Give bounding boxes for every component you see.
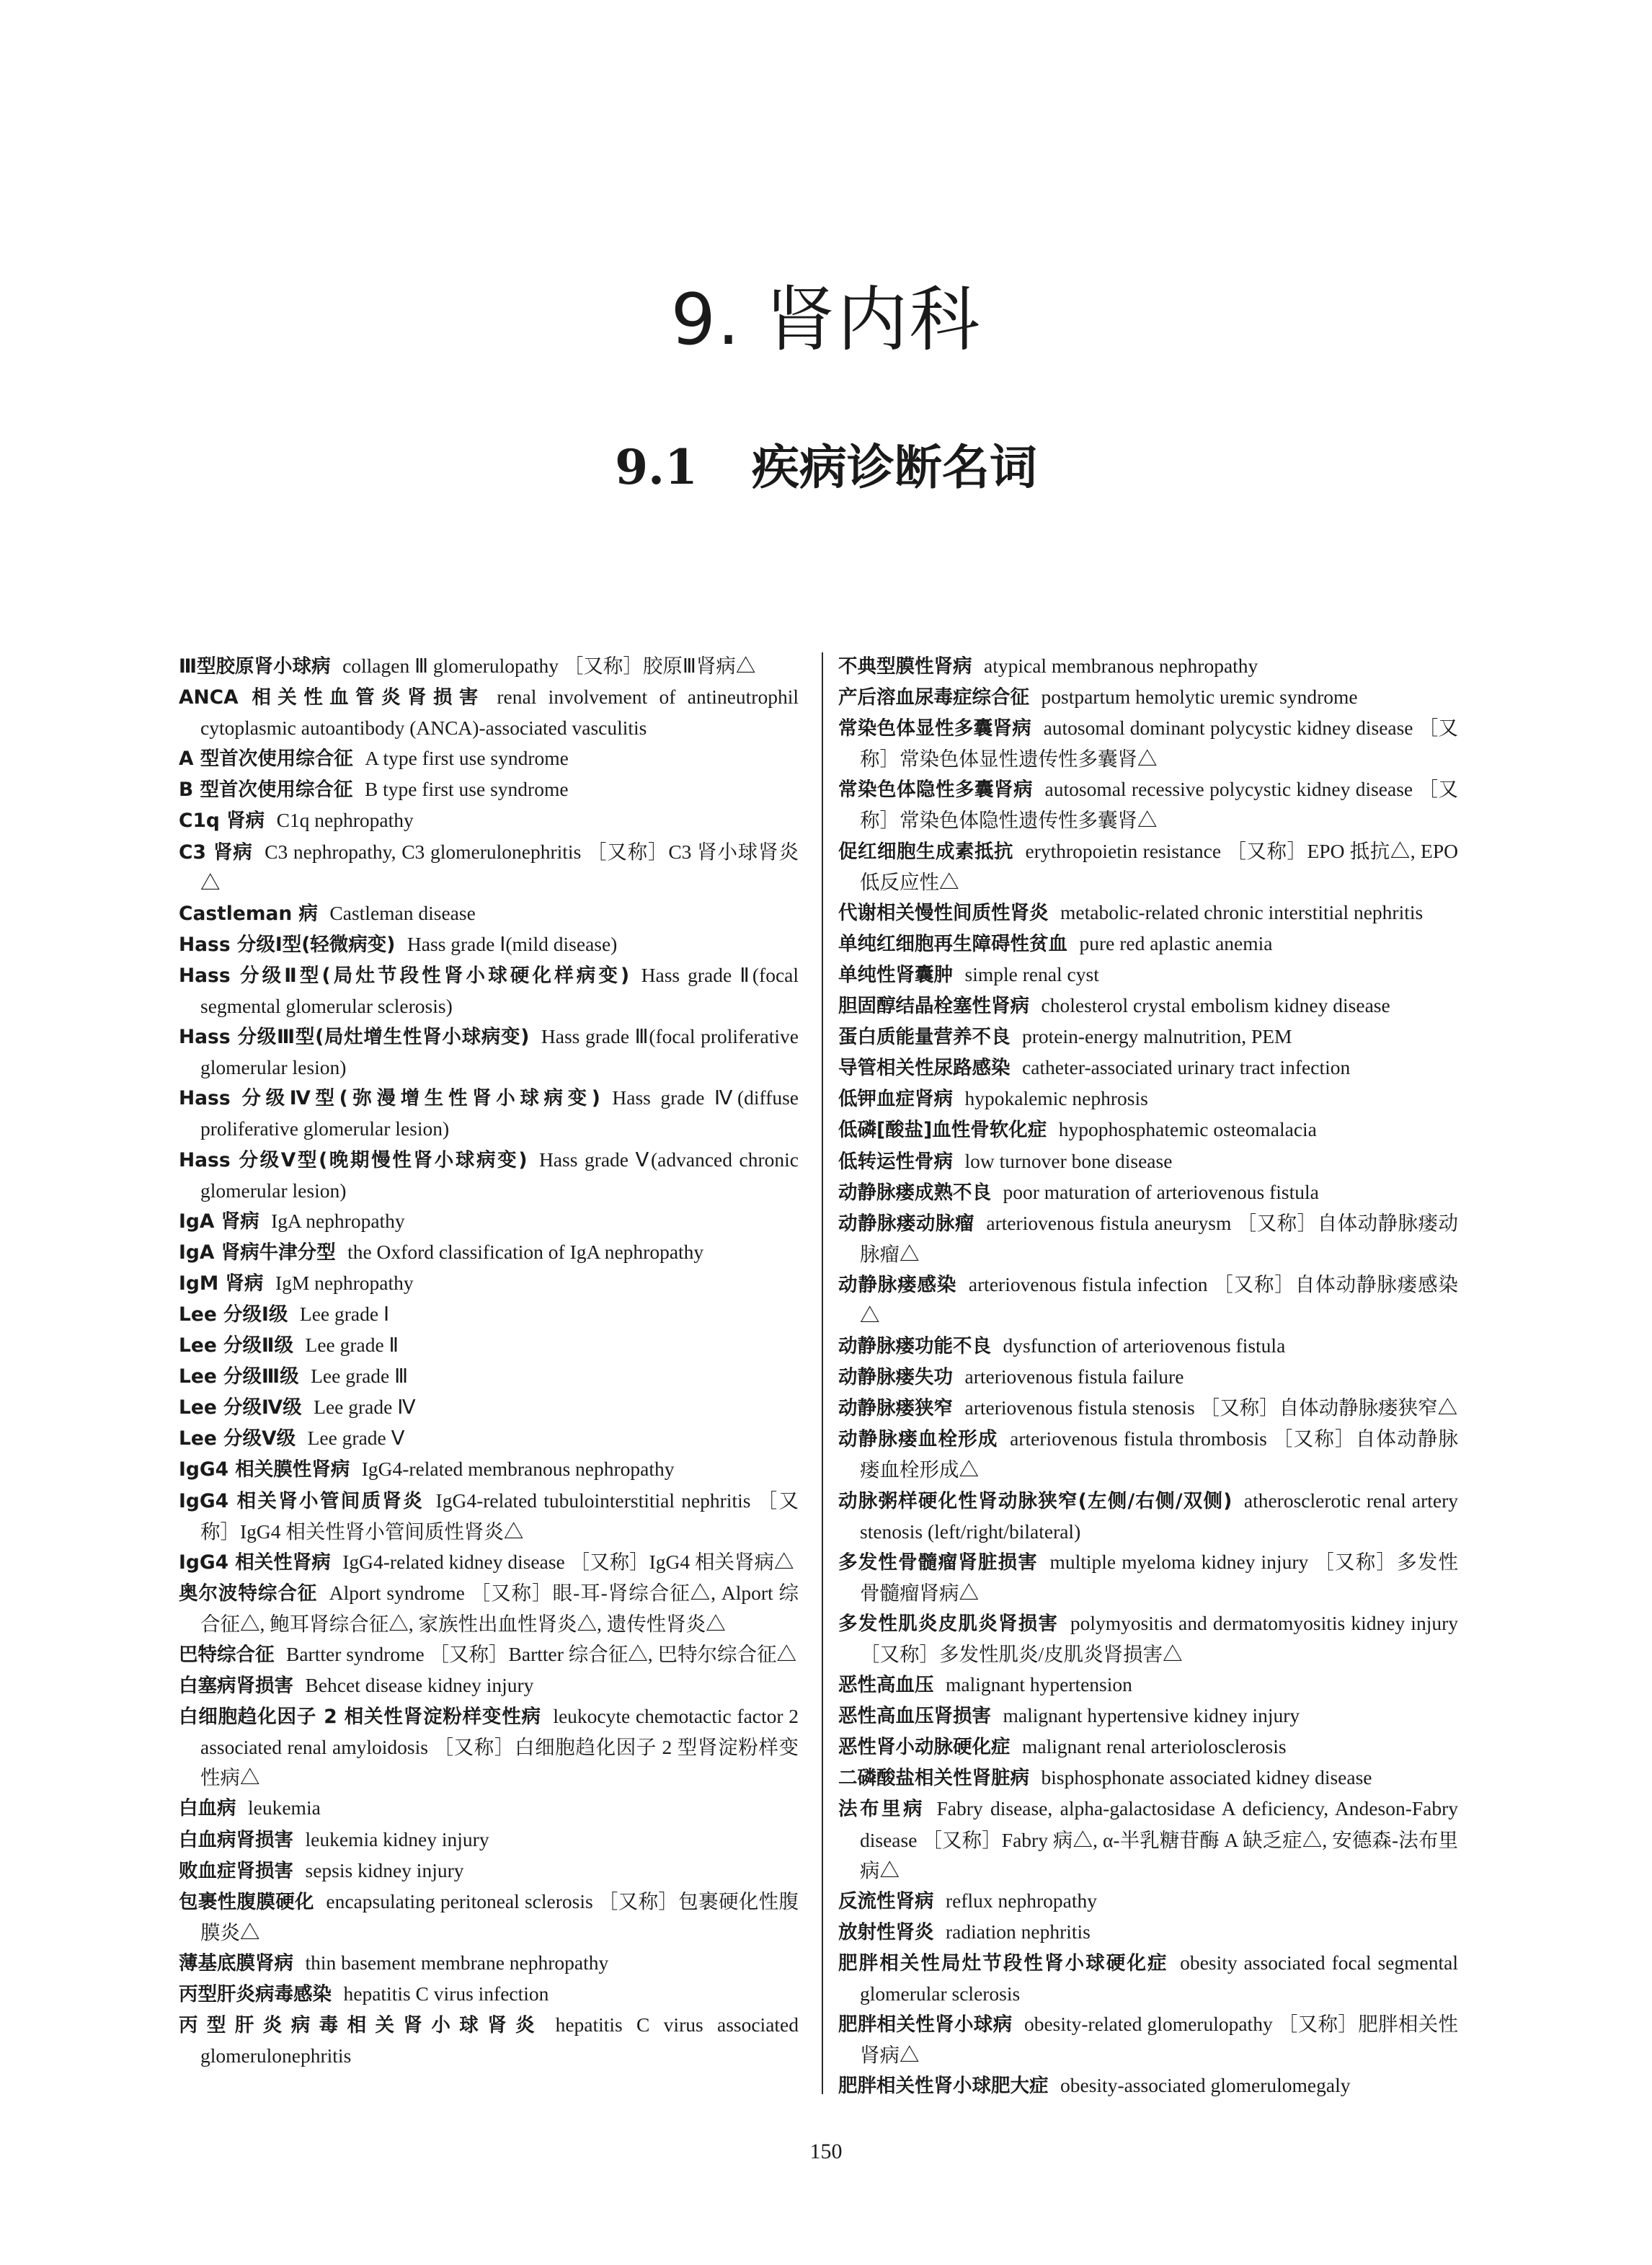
glossary-entry (838, 1763, 1458, 1794)
glossary-entry (179, 774, 799, 805)
term-chinese: IgM 肾病 (179, 1272, 264, 1295)
glossary-entry (838, 1917, 1458, 1948)
term-chinese: 败血症肾损害 (179, 1859, 293, 1882)
term-english: hepatitis C virus associated glomerulonephritis (200, 2013, 799, 2067)
glossary-entry (179, 1454, 799, 1485)
glossary-entry (838, 1208, 1458, 1269)
glossary-entry (838, 959, 1458, 990)
term-english: radiation nephritis (946, 1920, 1091, 1943)
term-chinese: 导管相关性尿路感染 (838, 1057, 1011, 1080)
glossary-entry (838, 1547, 1458, 1608)
term-english: A type first use syndrome (365, 747, 569, 770)
term-chinese: Hass 分级Ⅰ型(轻微病变) (179, 933, 396, 956)
glossary-entry (838, 1948, 1458, 2009)
glossary-entry (838, 1146, 1458, 1177)
section-title: 疾病诊断名词 (751, 439, 1037, 495)
term-english: renal involvement of antineutrophil cytoplasmic autoantibody (ANCA)-associated vasculitis (200, 686, 799, 740)
glossary-entry (179, 1486, 799, 1547)
term-chinese: B 型首次使用综合征 (179, 779, 353, 802)
term-english: IgG4-related tubulointerstitial nephritis ［又称］IgG4 相关性肾小管间质性肾炎△ (200, 1489, 799, 1543)
term-chinese: 奥尔波特综合征 (179, 1582, 318, 1605)
term-english: atypical membranous nephropathy (984, 655, 1258, 677)
term-english: C3 nephropathy, C3 glomerulonephritis ［又称］C3 肾小球肾炎△ (200, 840, 799, 894)
term-chinese: 动静脉瘘狭窄 (838, 1397, 953, 1420)
term-chinese: 动静脉瘘失功 (838, 1366, 953, 1389)
term-chinese: Lee 分级Ⅳ级 (179, 1396, 302, 1419)
term-chinese: Hass 分级Ⅴ型(晚期慢性肾小球病变) (179, 1148, 528, 1171)
term-english: hepatitis C virus infection (343, 1982, 549, 2005)
glossary-entry (179, 1299, 799, 1330)
term-english: Lee grade Ⅰ (299, 1302, 390, 1325)
glossary-entry (179, 837, 799, 898)
glossary-entry (179, 1083, 799, 1144)
term-chinese: Ⅲ型胶原肾小球病 (179, 655, 331, 678)
term-chinese: 不典型膜性肾病 (838, 655, 972, 678)
glossary-entry (179, 1423, 799, 1454)
glossary-entry (838, 1886, 1458, 1917)
term-chinese: 肥胖相关性肾小球肥大症 (838, 2075, 1049, 2098)
column-divider (822, 652, 823, 2094)
term-chinese: ANCA 相关性血管炎肾损害 (179, 686, 485, 709)
term-chinese: IgA 肾病牛津分型 (179, 1241, 336, 1264)
term-chinese: 恶性高血压肾损害 (838, 1705, 991, 1728)
term-english: multiple myeloma kidney injury ［又称］多发性骨髓瘤肾病△ (860, 1550, 1458, 1604)
term-chinese: 单纯红细胞再生障碍性贫血 (838, 932, 1067, 955)
term-chinese: 低钾血症肾病 (838, 1088, 953, 1111)
term-english: pure red aplastic anemia (1079, 931, 1273, 954)
term-english: simple renal cyst (964, 962, 1099, 985)
glossary-entry (838, 682, 1458, 713)
glossary-entry (838, 1177, 1458, 1208)
term-chinese: 薄基底膜肾病 (179, 1951, 293, 1974)
glossary-entry (838, 836, 1458, 897)
glossary-entry (179, 929, 799, 960)
glossary-entry (838, 928, 1458, 959)
term-chinese: 二磷酸盐相关性肾脏病 (838, 1767, 1029, 1790)
term-chinese: 丙型肝炎病毒感染 (179, 1983, 332, 2006)
term-chinese: 白血病肾损害 (179, 1828, 293, 1851)
glossary-entry (838, 1701, 1458, 1732)
term-chinese: 低磷[酸盐]血性骨软化症 (838, 1119, 1047, 1142)
term-chinese: 法布里病 (838, 1798, 925, 1821)
term-english: Lee grade Ⅲ (311, 1365, 409, 1388)
glossary-entry (179, 1268, 799, 1299)
glossary-entry (838, 774, 1458, 835)
glossary-entry (179, 1887, 799, 1948)
term-chinese: 多发性肌炎皮肌炎肾损害 (838, 1612, 1059, 1635)
term-english: malignant renal arteriolosclerosis (1022, 1735, 1287, 1758)
term-chinese: 动静脉瘘成熟不良 (838, 1181, 991, 1204)
term-english: hypokalemic nephrosis (964, 1087, 1148, 1110)
left-column (179, 651, 799, 2071)
term-chinese: 常染色体隐性多囊肾病 (838, 779, 1034, 802)
glossary-entry (179, 1948, 799, 1979)
term-english: the Oxford classification of IgA nephropathy (347, 1240, 704, 1263)
right-column (838, 651, 1458, 2101)
glossary-entry (179, 1021, 799, 1083)
term-chinese: 促红细胞生成素抵抗 (838, 840, 1014, 863)
glossary-entry (838, 1083, 1458, 1114)
glossary-entry (179, 1793, 799, 1824)
term-chinese: Lee 分级Ⅴ级 (179, 1427, 296, 1450)
term-english: Alport syndrome ［又称］眼-耳-肾综合征△, Alport 综合征△, 鲍耳肾综合征△, 家族性出血性肾炎△, 遗传性肾炎△ (200, 1581, 799, 1635)
term-chinese: 常染色体显性多囊肾病 (838, 717, 1032, 740)
glossary-entry (838, 897, 1458, 928)
term-chinese: 放射性肾炎 (838, 1920, 934, 1943)
glossary-entry (838, 1393, 1458, 1424)
term-english: leukemia (248, 1796, 321, 1819)
term-english: dysfunction of arteriovenous fistula (1003, 1334, 1286, 1357)
glossary-entry (838, 1052, 1458, 1083)
term-chinese: IgG4 相关膜性肾病 (179, 1458, 350, 1481)
term-english: IgG4-related kidney disease ［又称］IgG4 相关肾病△ (342, 1550, 794, 1573)
term-english: polymyositis and dermatomyositis kidney injury ［又称］多发性肌炎/皮肌炎肾损害△ (860, 1611, 1458, 1665)
term-chinese: 胆固醇结晶栓塞性肾病 (838, 995, 1029, 1018)
glossary-entry (179, 960, 799, 1021)
term-english: thin basement membrane nephropathy (305, 1951, 609, 1974)
glossary-entry (838, 2009, 1458, 2070)
term-chinese: 肥胖相关性肾小球病 (838, 2013, 1013, 2036)
term-chinese: Lee 分级Ⅰ级 (179, 1303, 288, 1326)
term-chinese: 恶性高血压 (838, 1674, 934, 1697)
glossary-entry (838, 1424, 1458, 1485)
term-english: arteriovenous fistula thrombosis ［又称］自体动静脉瘘血栓形成△ (860, 1427, 1458, 1481)
glossary-entry (179, 1145, 799, 1206)
glossary-entry (838, 1331, 1458, 1362)
glossary-entry (838, 990, 1458, 1021)
term-english: leukocyte chemotactic factor 2 associated renal amyloidosis ［又称］白细胞趋化因子 2 型肾淀粉样变性病△ (200, 1705, 799, 1789)
glossary-entry (179, 1856, 799, 1887)
term-english: poor maturation of arteriovenous fistula (1003, 1180, 1319, 1203)
glossary-entry (179, 1670, 799, 1701)
term-chinese: 动脉粥样硬化性肾动脉狭窄(左侧/右侧/双侧) (838, 1489, 1233, 1512)
term-chinese: 白血病 (179, 1797, 236, 1820)
term-english: metabolic-related chronic interstitial nephritis (1060, 900, 1424, 923)
term-english: sepsis kidney injury (305, 1858, 464, 1881)
term-english: Hass grade Ⅳ(diffuse proliferative glomerular lesion) (200, 1086, 799, 1140)
term-chinese: 恶性肾小动脉硬化症 (838, 1736, 1011, 1759)
term-chinese: C3 肾病 (179, 841, 253, 864)
term-english: autosomal recessive polycystic kidney disease ［又称］常染色体隐性遗传性多囊肾△ (860, 778, 1458, 832)
term-english: Behcet disease kidney injury (305, 1674, 534, 1697)
term-english: Lee grade Ⅱ (305, 1334, 399, 1357)
glossary-entry (179, 1392, 799, 1423)
glossary-entry (838, 1608, 1458, 1670)
term-english: obesity associated focal segmental glomerular sclerosis (860, 1951, 1459, 2005)
glossary-entry (179, 1330, 799, 1361)
term-english: catheter-associated urinary tract infection (1022, 1056, 1351, 1079)
term-chinese: 动静脉瘘动脉瘤 (838, 1212, 974, 1235)
term-english: arteriovenous fistula infection ［又称］自体动静脉瘘感染△ (860, 1272, 1458, 1326)
glossary-entry (838, 1794, 1458, 1885)
term-chinese: 肥胖相关性局灶节段性肾小球硬化症 (838, 1951, 1168, 1974)
term-chinese: C1q 肾病 (179, 810, 265, 833)
term-chinese: 低转运性骨病 (838, 1150, 953, 1173)
term-chinese: 单纯性肾囊肿 (838, 963, 953, 986)
term-english: Castleman disease (329, 901, 476, 924)
term-chinese: 动静脉瘘感染 (838, 1273, 957, 1296)
term-chinese: 丙型肝炎病毒相关肾小球肾炎 (179, 2014, 544, 2037)
glossary-entry (179, 1206, 799, 1237)
term-english: protein-energy malnutrition, PEM (1022, 1025, 1292, 1048)
glossary-entry (838, 2070, 1458, 2101)
glossary-entry (838, 1114, 1458, 1145)
glossary-entry (179, 743, 799, 774)
glossary-entry (179, 898, 799, 929)
glossary-entry (838, 1486, 1458, 1547)
term-english: leukemia kidney injury (305, 1827, 489, 1850)
term-chinese: IgA 肾病 (179, 1210, 259, 1233)
term-english: arteriovenous fistula aneurysm ［又称］自体动静脉瘘动脉瘤△ (860, 1211, 1458, 1265)
term-english: Lee grade Ⅳ (314, 1396, 416, 1419)
glossary-entry (179, 1979, 799, 2010)
term-english: cholesterol crystal embolism kidney disease (1041, 994, 1390, 1017)
term-english: encapsulating peritoneal sclerosis ［又称］包裹硬化性腹膜炎△ (200, 1889, 799, 1943)
term-chinese: Hass 分级Ⅱ型(局灶节段性肾小球硬化样病变) (179, 964, 630, 987)
glossary-entry (179, 1639, 799, 1670)
term-english: reflux nephropathy (946, 1889, 1097, 1912)
glossary-entry (179, 1701, 799, 1793)
term-english: low turnover bone disease (964, 1149, 1173, 1172)
term-chinese: 巴特综合征 (179, 1644, 275, 1666)
term-english: Hass grade Ⅴ(advanced chronic glomerular lesion) (200, 1148, 799, 1202)
glossary-entry (179, 1578, 799, 1639)
glossary-entry (838, 1670, 1458, 1701)
glossary-entry (838, 1269, 1458, 1331)
glossary-entry (838, 713, 1458, 774)
term-chinese: Castleman 病 (179, 902, 318, 925)
term-english: C1q nephropathy (276, 809, 414, 832)
term-chinese: A 型首次使用综合征 (179, 748, 353, 771)
term-chinese: 包裹性腹膜硬化 (179, 1890, 314, 1913)
term-english: IgG4-related membranous nephropathy (361, 1458, 675, 1481)
term-english: Hass grade Ⅰ(mild disease) (407, 932, 618, 955)
term-english: autosomal dominant polycystic kidney disease ［又称］常染色体显性遗传性多囊肾△ (860, 717, 1458, 771)
term-english: B type first use syndrome (364, 778, 569, 801)
term-chinese: 白塞病肾损害 (179, 1675, 293, 1698)
glossary-entry (838, 651, 1458, 682)
term-chinese: 产后溶血尿毒症综合征 (838, 686, 1029, 709)
glossary-entry (179, 1237, 799, 1268)
term-english: collagen Ⅲ glomerulopathy ［又称］胶原Ⅲ肾病△ (342, 655, 756, 677)
glossary-entry (179, 651, 799, 682)
term-english: obesity-related glomerulopathy ［又称］肥胖相关性肾病△ (860, 2013, 1459, 2067)
term-chinese: IgG4 相关肾小管间质肾炎 (179, 1489, 425, 1512)
term-english: atherosclerotic renal artery stenosis (left/right/bilateral) (860, 1489, 1458, 1543)
term-chinese: 动静脉瘘血栓形成 (838, 1428, 998, 1451)
glossary-entry (838, 1362, 1458, 1393)
term-english: arteriovenous fistula stenosis ［又称］自体动静脉瘘狭窄△ (964, 1396, 1458, 1419)
glossary-entry (838, 1021, 1458, 1052)
section-number: 9.1 (615, 439, 698, 495)
glossary-entry (179, 682, 799, 743)
term-english: Hass grade Ⅲ(focal proliferative glomerular lesion) (200, 1025, 799, 1079)
term-english: Lee grade Ⅴ (307, 1427, 405, 1450)
term-english: postpartum hemolytic uremic syndrome (1041, 686, 1358, 709)
term-chinese: 多发性骨髓瘤肾脏损害 (838, 1551, 1038, 1574)
term-chinese: 动静脉瘘功能不良 (838, 1335, 991, 1358)
term-english: Fabry disease, alpha-galactosidase A deficiency, Andeson-Fabry disease ［又称］Fabry 病△, α-半乳糖苷酶 A 缺乏症△, 安德森-法布里病△ (860, 1797, 1459, 1881)
glossary-entry (179, 1825, 799, 1856)
glossary-entry (179, 805, 799, 836)
term-chinese: 蛋白质能量营养不良 (838, 1026, 1011, 1049)
term-chinese: Lee 分级Ⅲ级 (179, 1365, 299, 1388)
glossary-entry (179, 2010, 799, 2071)
term-chinese: 代谢相关慢性间质性肾炎 (838, 901, 1049, 924)
glossary-entry (179, 1361, 799, 1392)
page-number: 150 (809, 2140, 843, 2163)
term-chinese: Hass 分级Ⅲ型(局灶增生性肾小球病变) (179, 1026, 530, 1049)
chapter-title: 9. 肾内科 (670, 279, 982, 361)
term-chinese: 反流性肾病 (838, 1889, 934, 1912)
term-english: malignant hypertensive kidney injury (1003, 1704, 1300, 1727)
term-english: hypophosphatemic osteomalacia (1058, 1118, 1317, 1141)
term-english: IgM nephropathy (275, 1271, 414, 1294)
term-english: arteriovenous fistula failure (964, 1365, 1184, 1388)
term-chinese: Lee 分级Ⅱ级 (179, 1334, 294, 1357)
term-english: erythropoietin resistance ［又称］EPO 抵抗△, EPO 低反应性△ (860, 839, 1459, 893)
section-heading (0, 439, 1652, 495)
term-english: Hass grade Ⅱ(focal segmental glomerular sclerosis) (200, 963, 799, 1018)
term-english: malignant hypertension (946, 1673, 1132, 1696)
term-chinese: 白细胞趋化因子 2 相关性肾淀粉样变性病 (179, 1706, 541, 1729)
term-chinese: IgG4 相关性肾病 (179, 1551, 331, 1574)
term-english: IgA nephropathy (271, 1209, 405, 1232)
term-english: bisphosphonate associated kidney disease (1041, 1766, 1372, 1789)
term-english: Bartter syndrome ［又称］Bartter 综合征△, 巴特尔综合征△ (286, 1643, 797, 1665)
term-english: obesity-associated glomerulomegaly (1060, 2074, 1351, 2097)
term-chinese: Hass 分级Ⅳ型(弥漫增生性肾小球病变) (179, 1087, 600, 1110)
glossary-entry (179, 1547, 799, 1578)
glossary-entry (838, 1732, 1458, 1763)
